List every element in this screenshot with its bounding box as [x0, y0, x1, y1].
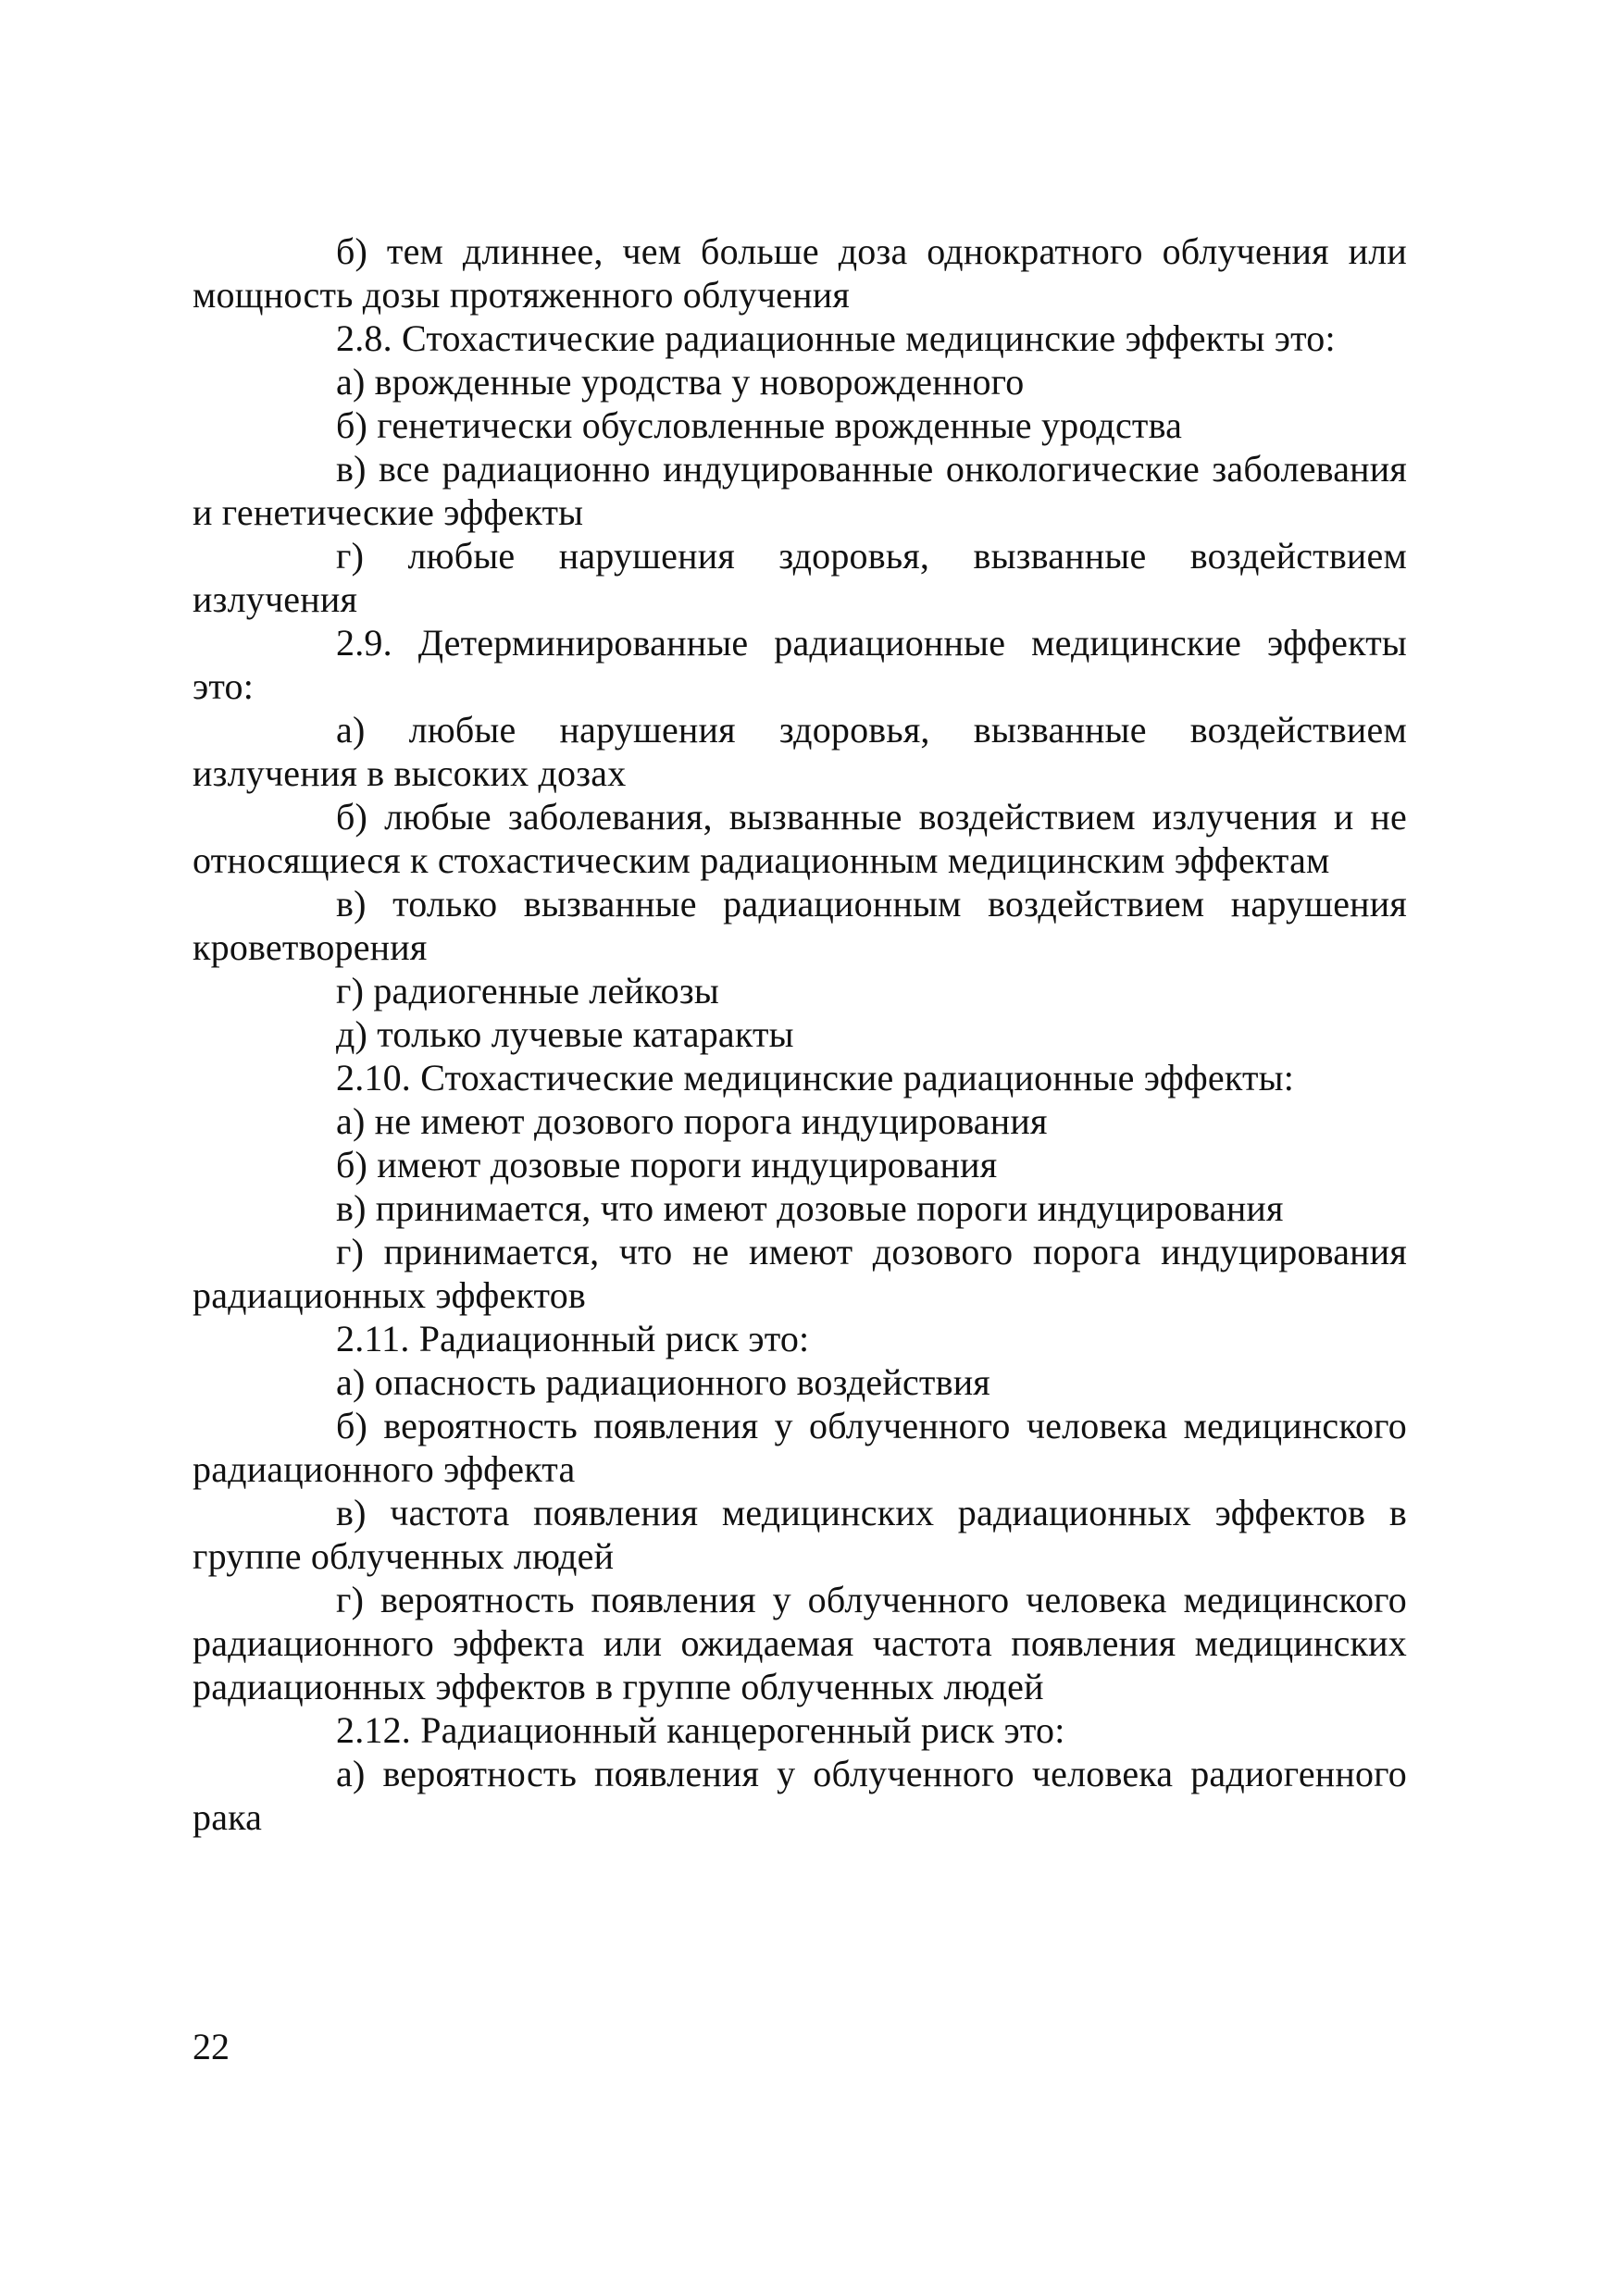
answer-option: а) не имеют дозового порога индуцирования	[336, 1100, 1048, 1142]
answer-option: б) имеют дозовые пороги индуцирования	[336, 1144, 998, 1185]
body-text	[193, 230, 1407, 1839]
answer-option: в) частота появления медицинских радиационных эффектов в группе облученных людей	[193, 1492, 1407, 1577]
question-2-11: 2.11. Радиационный риск это:	[336, 1318, 810, 1359]
answer-option: в) все радиационно индуцированные онкологические заболевания и генетические эффекты	[193, 448, 1407, 533]
answer-option: г) вероятность появления у облученного человека медицинского радиационного эффекта или ожидаемая частота появления медицинских радиационных эффектов в группе облученных людей	[193, 1579, 1407, 1707]
answer-option: г) принимается, что не имеют дозового порога индуцирования радиационных эффектов	[193, 1231, 1407, 1316]
answer-option: б) генетически обусловленные врожденные уродства	[336, 404, 1183, 446]
answer-option: г) любые нарушения здоровья, вызванные воздействием излучения	[193, 535, 1407, 620]
answer-option: д) только лучевые катаракты	[336, 1013, 794, 1055]
answer-option: в) принимается, что имеют дозовые пороги индуцирования	[336, 1187, 1284, 1229]
answer-option: б) любые заболевания, вызванные воздействием излучения и не относящиеся к стохастическим радиационным медицинским эффектам	[193, 796, 1407, 881]
question-2-8: 2.8. Стохастические радиационные медицинские эффекты это:	[336, 317, 1336, 359]
question-2-12: 2.12. Радиационный канцерогенный риск это:	[336, 1709, 1065, 1751]
answer-option: б) вероятность появления у облученного человека медицинского радиационного эффекта	[193, 1405, 1407, 1490]
answer-option: в) только вызванные радиационным воздействием нарушения кроветворения	[193, 883, 1407, 968]
question-2-10: 2.10. Стохастические медицинские радиационные эффекты:	[336, 1057, 1295, 1098]
paragraph-continuation: б) тем длиннее, чем больше доза однократного облучения или мощность дозы протяженного облучения	[193, 230, 1407, 316]
answer-option: а) врожденные уродства у новорожденного	[336, 361, 1025, 403]
answer-option: г) радиогенные лейкозы	[336, 970, 719, 1011]
page-number: 22	[193, 2026, 230, 2067]
question-2-9: 2.9. Детерминированные радиационные медицинские эффекты это:	[193, 622, 1407, 707]
answer-option: а) опасность радиационного воздействия	[336, 1361, 990, 1403]
answer-option: а) вероятность появления у облученного человека радиогенного рака	[193, 1753, 1407, 1838]
answer-option: а) любые нарушения здоровья, вызванные воздействием излучения в высоких дозах	[193, 709, 1407, 794]
